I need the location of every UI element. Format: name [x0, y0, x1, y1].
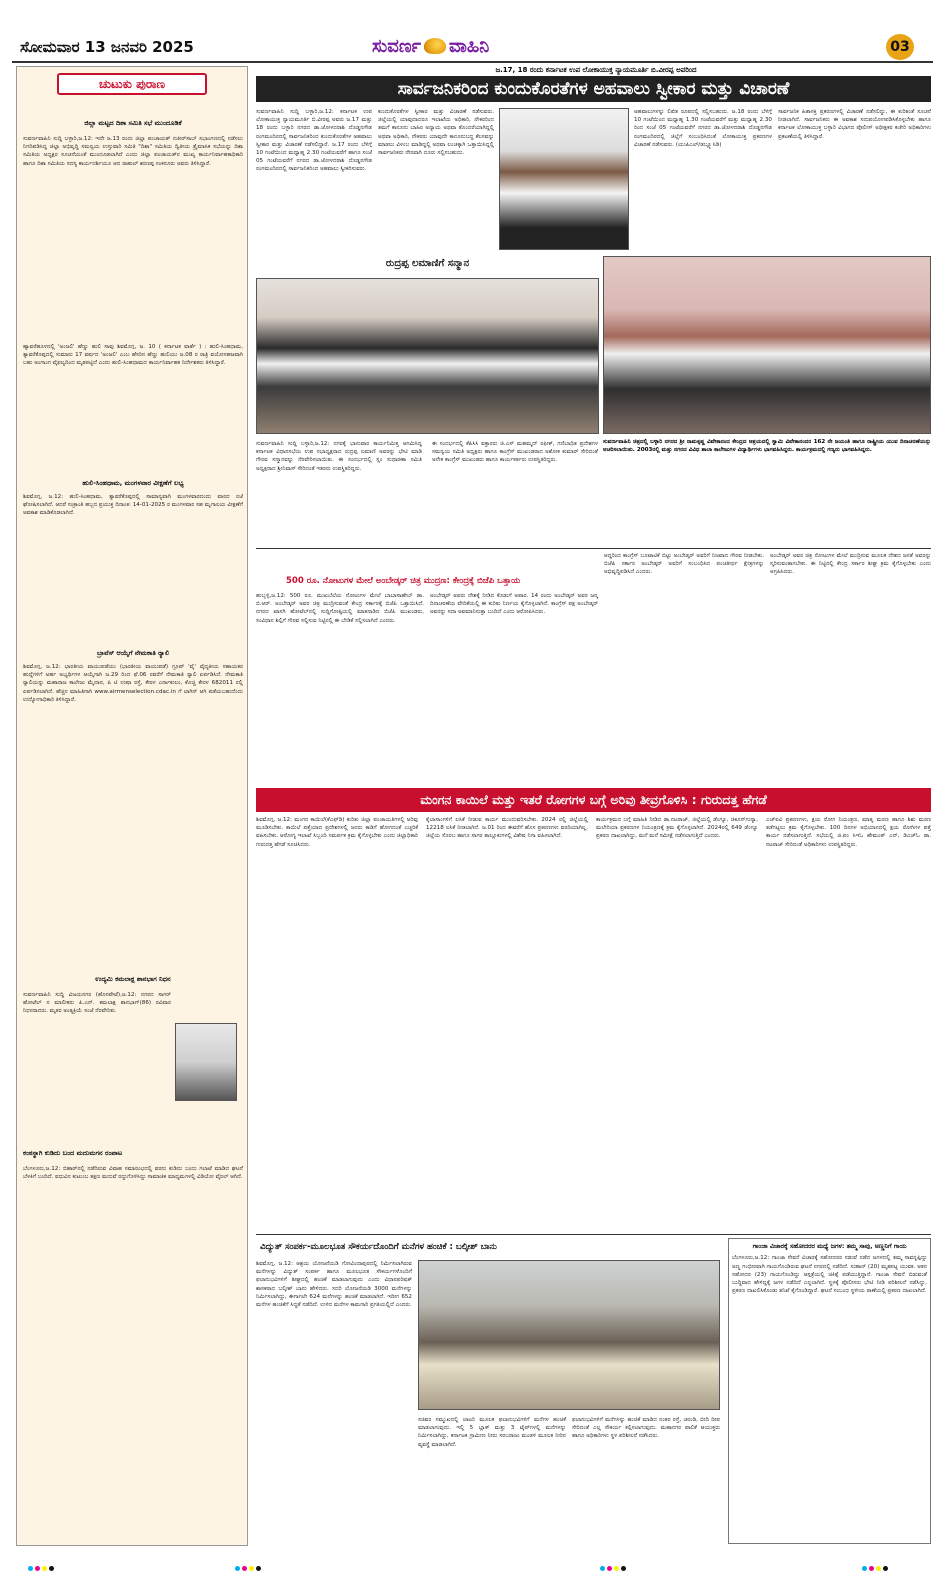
health-body-col-4: ಎಚ್‌ಐವಿ ಪ್ರಕರಣಗಳು, ಕ್ಷಯ ರೋಗ ನಿಯಂತ್ರಣ, ಮಾತೃ ಮರಣ ಹಾಗೂ ಶಿಶು ಮರಣ ತಡೆಗಟ್ಟಲು ಕ್ರಮ ಕೈಗೊಳ್ಳಬೇಕು. 100 ದಿನಗಳ ಅಭಿಯಾನದಲ್ಲಿ ಕ್ಷಯ ರೋಗಿಗಳ ಪತ್ತೆ ಕಾರ್ಯ ನಡೆಸಲಾಗುತ್ತಿದೆ. ಸಭೆಯಲ್ಲಿ ಜಿ.ಪಂ ಸಿಇಓ ಹೇಮಂತ್ ಎನ್, ಡಿಎಚ್‌ಓ ಡಾ. ನಟರಾಜ್ ಸೇರಿದಂತೆ ಅಧಿಕಾರಿಗಳು ಉಪಸ್ಥಿತರಿದ್ದರು.	[766, 817, 931, 848]
housing-story	[256, 1238, 722, 1544]
lead-body-col-4: ಸಾರ್ವಜನಿಕ ಹಿತಾಸಕ್ತಿ ಪ್ರಕರಣಗಳಲ್ಲಿ ವಿಚಾರಣೆ ನಡೆಸಲಿದ್ದು, ಈ ಕುರಿತಂತೆ ಸೂಚನೆ ನೀಡಲಾಗಿದೆ. ಸಾರ್ವಜನಿಕರು ಈ ಅವಕಾಶ ಸದುಪಯೋಗಪಡಿಸಿಕೊಳ್ಳಬೇಕು ಹಾಗೂ ಕರ್ನಾಟಕ ಲೋಕಾಯುಕ್ತ ಬಳ್ಳಾರಿ ವಿಭಾಗದ ಪೊಲೀಸ್ ಅಧೀಕ್ಷಕರ ಕಚೇರಿ ಅಧಿಕಾರಿಗಳು ಪ್ರಕಟಣೆಯಲ್ಲಿ ತಿಳಿಸಿದ್ದಾರೆ.	[778, 109, 931, 140]
event-photo-caption: ಸುವರ್ಣವಾಹಿನಿ ಚಿತ್ರದಲ್ಲಿ ಬಳ್ಳಾರಿ ನಗರದ ಶ್ರೀ ರಾಮಕೃಷ್ಣ ವಿವೇಕಾನಂದ ಕೇಂದ್ರದ ಆಶ್ರಯದಲ್ಲಿ ಸ್ವಾಮಿ ವಿವೇಕಾನಂದರ 162 ನೇ ಜಯಂತಿ ಹಾಗೂ ರಾಷ್ಟ್ರೀಯ ಯುವ ದಿನಾಚರಣೆಯನ್ನು ಆಚರಿಸಲಾಯಿತು. 2003ರಲ್ಲಿ ಮತ್ತು ನಗರದ ವಿವಿಧ ಶಾಲಾ ಕಾಲೇಜುಗಳ ವಿದ್ಯಾರ್ಥಿಗಳು ಭಾಗವಹಿಸಿದ್ದರು. ಕಾರ್ಯಕ್ರಮದಲ್ಲಿ ಗಣ್ಯರು ಭಾಗವಹಿಸಿದ್ದರು.	[603, 439, 931, 453]
housing-body-col-1: ಶಿವಮೊಗ್ಗ, ಜ.12: ಆಶ್ರಯ ಯೋಜನೆಯಡಿ ಗೋವಿಂದಾಪುರದಲ್ಲಿ ನಿರ್ಮಿಸಲಾಗಿರುವ ಮನೆಗಳನ್ನು ವಿದ್ಯುತ್ ಸಂಪರ್ಕ ಹಾಗೂ ಮೂಲಭೂತ ಸೌಕರ್ಯಗಳೊಂದಿಗೆ ಫಲಾನುಭವಿಗಳಿಗೆ ಶೀಘ್ರದಲ್ಲಿ ಹಂಚಿಕೆ ಮಾಡಲಾಗುವುದು ಎಂದು ವಿಧಾನಪರಿಷತ್ ಶಾಸಕರಾದ ಬಲ್ಕೀಶ್ ಬಾನು ಹೇಳಿದರು. ಸದರಿ ಯೋಜನೆಯಡಿ 3000 ಮನೆಗಳನ್ನು ನಿರ್ಮಿಸಲಾಗಿದ್ದು, ಈಗಾಗಲೇ 624 ಮನೆಗಳನ್ನು ಹಂಚಿಕೆ ಮಾಡಲಾಗಿದೆ. ಇದೀಗ 652 ಮನೆಗಳ ಹಂಚಿಕೆಗೆ ಸಿದ್ಧತೆ ನಡೆದಿದೆ. ಉಳಿದ ಮನೆಗಳ ಕಾಮಗಾರಿ ಪ್ರಗತಿಯಲ್ಲಿದೆ ಎಂದರು.	[256, 1261, 412, 1309]
obituary-portrait	[175, 1023, 237, 1101]
cyan-dot	[600, 1566, 605, 1571]
lead-body-col-3: ಅಹವಾಲುಗಳನ್ನು ಲಿಖಿತ ರೂಪದಲ್ಲಿ ಸಲ್ಲಿಸಬಹುದು. ಜ.18 ರಂದು ಬೆಳಿಗ್ಗೆ 10 ಗಂಟೆಯಿಂದ ಮಧ್ಯಾಹ್ನ 1.30 ಗಂಟೆಯವರೆಗೆ ಮತ್ತು ಮಧ್ಯಾಹ್ನ 2.30 ರಿಂದ ಸಂಜೆ 05 ಗಂಟೆಯವರೆಗೆ ನಗರದ ಡಾ.ಜೋಳದರಾಶಿ ದೊಡ್ಡನಗೌಡ ರಂಗಮಂದಿರದಲ್ಲಿ ಜಿಲ್ಲೆಗೆ ಸಂಬಂಧಿಸಿದಂತೆ ಲೋಕಾಯುಕ್ತ ಪ್ರಕರಣಗಳ ವಿಚಾರಣೆ ನಡೆಸುವರು. (ಯುಪಿಎಲ್/ಡಬ್ಲ್ಯೂಸಿಡಿ)	[634, 109, 772, 148]
lead-body-col-2: ಕುಂದುಕೊರತೆಗಳ ಸ್ವೀಕಾರ ಮತ್ತು ವಿಚಾರಣೆ ನಡೆಸುವರು. ಜಿಲ್ಲೆಯಲ್ಲಿ ಯಾವುದಾದರೂ ಇಲಾಖೆಯ ಅಧಿಕಾರಿ, ನೌಕರರಿಂದ ತಮಗೆ ಕಾನೂನು ಬಾಹಿರ ಅನ್ಯಾಯ ಅಥವಾ ತೊಂದರೆಯಾಗಿದ್ದಲ್ಲಿ ಅಥವಾ ಅಧಿಕಾರಿ, ನೌಕರರು ಯಾವುದೇ ಕಾನೂನುಬದ್ಧ ಕೆಲಸವನ್ನು ಮಾಡಲು ವಿಳಂಬ ಮಾಡಿದ್ದಲ್ಲಿ ಅಥವಾ ಲಂಚಕ್ಕಾಗಿ ಒತ್ತಾಯಿಸಿದ್ದಲ್ಲಿ ಸಾರ್ವಜನಿಕರು ನೇರವಾಗಿ ದೂರು ಸಲ್ಲಿಸಬಹುದು.	[378, 109, 494, 157]
cyan-dot	[862, 1566, 867, 1571]
magenta-dot	[35, 1566, 40, 1571]
felicitation-story	[256, 256, 599, 546]
bjp-story	[256, 552, 931, 784]
masthead	[372, 34, 489, 58]
sidebar-title: ಚುಟುಕು ಪುರಾಣ	[99, 76, 165, 91]
mid-rule-1	[256, 548, 931, 549]
bjp-body-col-2: ಅಂಬೇಡ್ಕರ್ ಅವರು ದೇಶಕ್ಕೆ ನೀಡಿದ ಕೊಡುಗೆ ಅಪಾರ. 14 ರಂದು ಅಂಬೇಡ್ಕರ್ ಅವರ ಜನ್ಮ ದಿನಾಚರಣೆಯ ವೇದಿಕೆಯಲ್ಲಿ ಈ ಕುರಿತು ನಿರ್ಣಯ ಕೈಗೊಳ್ಳಲಾಗಿದೆ. ಕಾಂಗ್ರೆಸ್ ಪಕ್ಷ ಅಂಬೇಡ್ಕರ್ ಅವರನ್ನು ಸದಾ ಅವಮಾನಿಸುತ್ತಾ ಬಂದಿದೆ ಎಂದು ಆರೋಪಿಸಿದರು.	[430, 593, 598, 616]
issue-date: ಸೋಮವಾರ 13 ಜನವರಿ 2025	[20, 38, 194, 56]
health-headline-bar	[256, 788, 931, 812]
health-story	[256, 816, 931, 1232]
sidebar-story-4-body: ಶಿವಮೊಗ್ಗ, ಜ.12: ಭಾರತೀಯ ವಾಯುಪಡೆಯು (ಭಾರತೀಯ ವಾಯುಪಡೆ) ಗ್ರೂಪ್ 'ವೈ' ವೈದ್ಯಕೀಯ ಸಹಾಯಕರ ಹುದ್ದೆಗಳಿಗೆ ಅರ್ಹ ಅಭ್ಯರ್ಥಿಗಳ ಆಯ್ಕೆಗಾಗಿ ಜ.29 ರಿಂದ ಫೆ.06 ರವರೆಗೆ ನೇಮಕಾತಿ ರ್‍ಯಾಲಿ ಏರ್ಪಡಿಸಿದೆ. ನೇಮಕಾತಿ ರ್‍ಯಾಲಿಯನ್ನು ಮಹಾರಾಜ ಕಾಲೇಜು ಮೈದಾನ, ಪಿ ಟಿ ಉಷಾ ರಸ್ತೆ, ಕೇರಳ ಎರ್ನಾಕುಲಂ, ಕೊಚ್ಚಿ ಕೇರಳ 682011 ರಲ್ಲಿ ಏರ್ಪಡಿಸಲಾಗಿದೆ. ಹೆಚ್ಚಿನ ಮಾಹಿತಿಗಾಗಿ www.airmenselection.cdac.in ಗೆ ಲಾಗಿನ್ ಆಗಿ ಪಡೆಯಬಹುದೆಂದು ಉದ್ಯೋಗಾಧಿಕಾರಿ ತಿಳಿಸಿದ್ದಾರೆ.	[23, 664, 243, 703]
masthead-right: ವಾಹಿನಿ	[448, 35, 490, 57]
yellow-dot	[42, 1566, 47, 1571]
housing-photo	[418, 1260, 720, 1410]
health-headline: ಮಂಗನ ಕಾಯಿಲೆ ಮತ್ತು ಇತರೆ ರೋಗಗಳ ಬಗ್ಗೆ ಅರಿವು ತೀವ್ರಗೊಳಿಸಿ : ಗುರುದತ್ತ ಹೆಗಡೆ	[420, 792, 767, 807]
sidebar-story-6-headline: ಕಂಠಸ್ಥಾಗಿ ಕುಡಿದು ಬಂದ ಮದುಮಗನ ರಂಪಾಟ	[23, 1149, 123, 1157]
sidebar-story-4-headline: ಬ್ರಾವೆಸ್ ಆಯ್ಕೆಗೆ ನೇಮಕಾತಿ ರ್‍ಯಾಲಿ	[96, 649, 170, 657]
footer-marks-mid-left	[235, 1556, 263, 1574]
lead-headline-bar	[256, 76, 931, 102]
sidebar-story-5-headline: ಉದ್ಯಮಿ ಕಮಲಾಕ್ಷ ಶಾನಭಾಗ ನಿಧನ	[95, 975, 171, 983]
magenta-dot	[607, 1566, 612, 1571]
sidebar-story-2-body: ಹ್ಯಾವರೆಹೂಳದಲ್ಲಿ 'ಅಂಜಲಿ' ಹೆಣ್ಣು ಹುಲಿ ಸಾವು ಶಿವಮೊಗ್ಗ, ಜ. 10 ( ಕರ್ನಾಟಕ ವಾರ್ತೆ ) : ಹುಲಿ-ಸಿಂಹಧಾಮ, ತ್ಯಾವರೆಕೊಪ್ಪದಲ್ಲಿ ಸುಮಾರು 17 ವರ್ಷದ 'ಅಂಜಲಿ' ಎಂಬ ಹೆಸರಿನ ಹೆಣ್ಣು ಹುಲಿಯು ಜ.08 ರ ರಾತ್ರಿ ವಯೋಸಹಜವಾಗಿ ಬಹು ಅಂಗಾಂಗ ವೈಫಲ್ಯದಿಂದ ಮೃತಪಟ್ಟಿದೆ ಎಂದು ಹುಲಿ-ಸಿಂಹಧಾಮದ ಕಾರ್ಯನಿರ್ವಾಹಕ ನಿರ್ದೇಶಕರು ತಿಳಿಸಿದ್ದಾರೆ.	[23, 344, 243, 367]
housing-headline: ವಿದ್ಯುತ್ ಸಂಪರ್ಕ-ಮೂಲಭೂತ ಸೌಕರ್ಯದೊಂದಿಗೆ ಮನೆಗಳ ಹಂಚಿಕೆ : ಬಲ್ಕೀಶ್ ಬಾನು	[260, 1242, 497, 1252]
sidebar-story-5-body: ಸುವರ್ಣವಾಹಿನಿ ಸುದ್ದಿ ವಿಜಯನಗರ (ಹೊಸಪೇಟೆ),ಜ.12: ನಗರದ ಸಾಗರ್ ಹೋಟೆಲ್ ನ ಮಾಲೀಕರು ಪಿ.ಎನ್. ಕಮಲಾಕ್ಷ ಶಾನಭಾಗ್(86) ರವಿವಾರ ನಿಧನರಾದರು. ಮೃತರ ಅಂತ್ಯಕ್ರಿಯೆ ಸಂಜೆ ನೆರವೇರಿತು.	[23, 992, 171, 1015]
sidebar-story-1-headline: ಜಿಲ್ಲಾ ಮಟ್ಟದ ದಿಶಾ ಸಮಿತಿ ಸಭೆ ಮುಂದೂಡಿಕೆ	[84, 119, 182, 127]
housing-body-col-3: ಸಚಿವರ ಸಮ್ಮುಖದಲ್ಲಿ ಲಾಟರಿ ಮೂಲಕ ಫಲಾನುಭವಿಗಳಿಗೆ ಮನೆಗಳ ಹಂಚಿಕೆ ಮಾಡಲಾಗುವುದು. ಇಲ್ಲಿ 5 ಬ್ಲಾಕ್ ಮತ್ತು 3 ಟೈಪ್‌ಗಳಲ್ಲಿ ಮನೆಗಳನ್ನು ನಿರ್ಮಿಸಲಾಗಿದ್ದು, ಕರ್ನಾಟಕ ಗ್ರಾಮೀಣ ನೀರು ಸರಬರಾಜು ಮಂಡಳಿ ಮೂಲಕ ನೀರಿನ ವ್ಯವಸ್ಥೆ ಮಾಡಲಾಗಿದೆ.	[418, 1417, 566, 1448]
mid-rule-2	[256, 1234, 931, 1235]
sidebar-story-3-headline: ಹುಲಿ-ಸಿಂಹಧಾಮ, ಮಂಗಳವಾರ ವೀಕ್ಷಣೆಗೆ ಲಭ್ಯ	[82, 479, 184, 487]
sidebar-story-1-body: ಸುವರ್ಣವಾಹಿನಿ ಸುದ್ದಿ ಬಳ್ಳಾರಿ,ಜ.12: ಇದೇ ಜ.13 ರಂದು ಜಿಲ್ಲಾ ಪಂಚಾಯತ್ ನಜೀರ್‌ಸಾಬ್ ಸಭಾಂಗಣದಲ್ಲಿ ನಡೆಸಲು ನಿಗದಿಪಡಿಸಿದ್ದ ಜಿಲ್ಲಾ ಅಭಿವೃದ್ಧಿ ಸಮನ್ವಯ ಉಸ್ತುವಾರಿ ಸಮಿತಿ "ದಿಶಾ" ಸಮಿತಿಯ ದ್ವಿತೀಯ ತ್ರೈಮಾಸಿಕ ಸಭೆಯನ್ನು ದಿಶಾ ಸಮಿತಿಯ ಅಧ್ಯಕ್ಷರ ಸೂಚನೆಯಂತೆ ಮುಂದೂಡಲಾಗಿದೆ ಎಂದು ಜಿಲ್ಲಾ ಪಂಚಾಯತ್‌ನ ಮುಖ್ಯ ಕಾರ್ಯನಿರ್ವಾಹಕಾಧಿಕಾರಿ ಹಾಗೂ ದಿಶಾ ಸಮಿತಿಯ ಸದಸ್ಯ ಕಾರ್ಯದರ್ಶಿಯೂ ಆದ ರಾಹುಲ್ ಶರಣಪ್ಪ ಸಂಕನೂರು ಅವರು ತಿಳಿಸಿದ್ದಾರೆ.	[23, 136, 243, 167]
masthead-left: ಸುವರ್ಣ	[372, 35, 421, 57]
header-rule	[12, 61, 933, 63]
yellow-dot	[614, 1566, 619, 1571]
felicitation-headline: ರುದ್ರಪ್ಪ ಲಮಾಣಿಗೆ ಸನ್ಮಾನ	[385, 258, 470, 269]
sidebar-title-box	[57, 73, 207, 95]
health-body-col-1: ಶಿವಮೊಗ್ಗ, ಜ.12: ಮಂಗನ ಕಾಯಿಲೆ(ಕೆಎಫ್‌ಡಿ) ಕುರಿತು ಜಿಲ್ಲಾ ಪಂಚಾಯತಿಗಳಲ್ಲಿ ಅರಿವು ಮೂಡಿಸಬೇಕು. ಕಾಯಿಲೆ ಪತ್ತೆಯಾದ ಪ್ರದೇಶಗಳಲ್ಲಿ ಜನರು ಕಾಡಿಗೆ ಹೋಗದಂತೆ ಎಚ್ಚರಿಕೆ ವಹಿಸಬೇಕು. ಆರೋಗ್ಯ ಇಲಾಖೆ ಸಿಬ್ಬಂದಿ ಸಮರ್ಪಕ ಕ್ರಮ ಕೈಗೊಳ್ಳಬೇಕು ಎಂದು ಜಿಲ್ಲಾಧಿಕಾರಿ ಗುರುದತ್ತ ಹೆಗಡೆ ಸೂಚಿಸಿದರು.	[256, 817, 418, 848]
lead-headline: ಸಾರ್ವಜನಿಕರಿಂದ ಕುಂದುಕೊರತೆಗಳ ಅಹವಾಲು ಸ್ವೀಕಾರ ಮತ್ತು ವಿಚಾರಣೆ	[397, 79, 790, 99]
lead-story	[256, 66, 931, 252]
health-body-col-2: ಕೈಲಾಸಾಂಗಳಿಗೆ ಲಸಿಕೆ ನೀಡುವ ಕಾರ್ಯ ಮುಂದುವರಿಸಬೇಕು. 2024 ರಲ್ಲಿ ಜಿಲ್ಲೆಯಲ್ಲಿ 12218 ಲಸಿಕೆ ನೀಡಲಾಗಿದೆ. ಜ.01 ರಿಂದ ಈವರೆಗೆ ಹೊಸ ಪ್ರಕರಣಗಳು ವರದಿಯಾಗಿಲ್ಲ. ಜಿಲ್ಲೆಯ ಸೊರಬ ಹಾಗೂ ಸಾಗರ ತಾಲ್ಲೂಕುಗಳಲ್ಲಿ ವಿಶೇಷ ನಿಗಾ ವಹಿಸಲಾಗಿದೆ.	[426, 817, 588, 840]
cyan-dot	[28, 1566, 33, 1571]
ganja-body: ಬೆಂಗಳೂರು,ಜ.12: ಗಾಂಜಾ ಸೇವನೆ ವಿಚಾರಕ್ಕೆ ಸಹೋದರರ ನಡುವೆ ನಡೆದ ಜಗಳದಲ್ಲಿ ತಮ್ಮ ಸಾವನ್ನಪ್ಪಿದ್ದು ಅಣ್ಣ ಗಂಭೀರವಾಗಿ ಗಾಯಗೊಂಡಿರುವ ಘಟನೆ ನಗರದಲ್ಲಿ ನಡೆದಿದೆ. ಸುಹಾನ್ (20) ಮೃತಪಟ್ಟ ಯುವಕ. ಆತನ ಸಹೋದರ (23) ಗಾಯಗೊಂಡಿದ್ದು ಆಸ್ಪತ್ರೆಯಲ್ಲಿ ಚಿಕಿತ್ಸೆ ಪಡೆಯುತ್ತಿದ್ದಾನೆ. ಗಾಂಜಾ ಸೇವನೆ ಬಿಡುವಂತೆ ಬುದ್ಧಿವಾದ ಹೇಳಿದ್ದಕ್ಕೆ ಜಗಳ ನಡೆದಿದೆ ಎನ್ನಲಾಗಿದೆ. ಸ್ಥಳಕ್ಕೆ ಪೊಲೀಸರು ಭೇಟಿ ನೀಡಿ ಪರಿಶೀಲನೆ ನಡೆಸಿದ್ದು, ಪ್ರಕರಣ ದಾಖಲಿಸಿಕೊಂಡು ತನಿಖೆ ಕೈಗೊಂಡಿದ್ದಾರೆ. ಘಟನೆ ಸಂಬಂಧ ಸ್ಥಳೀಯ ಠಾಣೆಯಲ್ಲಿ ಪ್ರಕರಣ ದಾಖಲಾಗಿದೆ.	[732, 1255, 927, 1295]
magenta-dot	[242, 1566, 247, 1571]
felicitation-body-col-1: ಸುವರ್ಣವಾಹಿನಿ ಸುದ್ದಿ ಬಳ್ಳಾರಿ,ಜ.12: ನಗರಕ್ಕೆ ಭಾನುವಾರ ಕಾರ್ಯನಿಮಿತ್ತ ಆಗಮಿಸಿದ್ದ ಕರ್ನಾಟಕ ವಿಧಾನಸಭೆಯ ಉಪ ಸಭಾಧ್ಯಕ್ಷರಾದ ರುದ್ರಪ್ಪ ಲಮಾಣಿ ಅವರನ್ನು ಭೇಟಿ ಮಾಡಿ ಗೌರವ ಸನ್ಮಾನವನ್ನು ನೆರವೇರಿಸಲಾಯಿತು. ಈ ಸಂದರ್ಭದಲ್ಲಿ ಸ್ಲಂ ಸುಧಾರಣಾ ಸಮಿತಿ ಅಧ್ಯಕ್ಷರಾದ ಶ್ರೀನಿವಾಸ್ ಸೇರಿದಂತೆ ಇತರರು ಉಪಸ್ಥಿತರಿದ್ದರು.	[256, 441, 422, 472]
felicitation-photo	[256, 278, 599, 434]
page-number: 03	[890, 39, 910, 55]
event-photo	[603, 256, 931, 434]
black-dot	[49, 1566, 54, 1571]
sidebar-story-6-body: ಬೆಂಗಳೂರು,ಜ.12: ಬಿಹಾರ್‌ನಲ್ಲಿ ನಡೆದಿರುವ ವಿವಾಹ ಸಮಾರಂಭದಲ್ಲಿ ವರನು ಕುಡಿದು ಬಂದು ಗಲಾಟೆ ಮಾಡಿದ ಘಟನೆ ಬೆಳಕಿಗೆ ಬಂದಿದೆ. ವಧುವಿನ ಕುಟುಂಬ ತಕ್ಷಣ ಮದುವೆ ರದ್ದುಗೊಳಿಸಿದ್ದು ಸಾಮಾಜಿಕ ಮಾಧ್ಯಮಗಳಲ್ಲಿ ವಿಡಿಯೋ ವೈರಲ್ ಆಗಿದೆ.	[23, 1166, 243, 1181]
lead-body-col-1: ಸುವರ್ಣವಾಹಿನಿ ಸುದ್ದಿ ಬಳ್ಳಾರಿ,ಜ.12: ಕರ್ನಾಟಕ ಉಪ ಲೋಕಾಯುಕ್ತ ನ್ಯಾಯಮೂರ್ತಿ ಬಿ.ವೀರಪ್ಪ ಅವರು ಜ.17 ಮತ್ತು 18 ರಂದು ಬಳ್ಳಾರಿ ನಗರದ ಡಾ.ಜೋಳದರಾಶಿ ದೊಡ್ಡನಗೌಡ ರಂಗಮಂದಿರದಲ್ಲಿ ಸಾರ್ವಜನಿಕರಿಂದ ಕುಂದುಕೊರತೆಗಳ ಅಹವಾಲು ಸ್ವೀಕಾರ ಮತ್ತು ವಿಚಾರಣೆ ನಡೆಸಲಿದ್ದಾರೆ. ಜ.17 ರಂದು ಬೆಳಿಗ್ಗೆ 10 ಗಂಟೆಯಿಂದ ಮಧ್ಯಾಹ್ನ 2.30 ಗಂಟೆಯವರೆಗೆ ಹಾಗೂ ಸಂಜೆ 05 ಗಂಟೆಯವರೆಗೆ ನಗರದ ಡಾ.ಜೋಳದರಾಶಿ ದೊಡ್ಡನಗೌಡ ರಂಗಮಂದಿರದಲ್ಲಿ ಸಾರ್ವಜನಿಕರಿಂದ ಅಹವಾಲು ಸ್ವೀಕರಿಸುವರು.	[256, 109, 372, 173]
lead-portrait-photo	[499, 108, 629, 250]
health-body-col-3: ಕಾರ್ಯಕ್ರಮದ ಬಗ್ಗೆ ಮಾಹಿತಿ ನೀಡಿದ ಡಾ.ನಟರಾಜ್, ಜಿಲ್ಲೆಯಲ್ಲಿ ಡೆಂಗ್ಯೂ, ಚಿಕೂನ್‌ಗುನ್ಯಾ, ಮಲೇರಿಯಾ ಪ್ರಕರಣಗಳ ನಿಯಂತ್ರಣಕ್ಕೆ ಕ್ರಮ ಕೈಗೊಳ್ಳಲಾಗಿದೆ. 2024ರಲ್ಲಿ 649 ಡೆಂಗ್ಯೂ ಪ್ರಕರಣ ದಾಖಲಾಗಿದ್ದು, ಮನೆ ಮನೆ ಸಮೀಕ್ಷೆ ನಡೆಸಲಾಗುತ್ತಿದೆ ಎಂದರು.	[596, 817, 758, 840]
masthead-lamp-icon	[424, 38, 446, 54]
cyan-dot	[235, 1566, 240, 1571]
page-number-badge	[886, 34, 914, 60]
ganja-headline: ಗಾಂಜಾ ವಿಚಾರಕ್ಕೆ ಸಹೋದರರ ಮಧ್ಯೆ ಜಗಳ: ತಮ್ಮ ಸಾವು, ಅಣ್ಣನಿಗೆ ಗಾಯ	[752, 1242, 907, 1250]
black-dot	[883, 1566, 888, 1571]
bjp-body-col-1: ಹುಬ್ಬಳ್ಳಿ,ಜ.12: 500 ರೂ. ಮುಖಬೆಲೆಯ ನೋಟುಗಳ ಮೇಲೆ ಬಾಬಾಸಾಹೇಬ್ ಡಾ. ಬಿ.ಆರ್. ಅಂಬೇಡ್ಕರ್ ಅವರ ಚಿತ್ರ ಮುದ್ರಿಸುವಂತೆ ಕೇಂದ್ರ ಸರ್ಕಾರಕ್ಕೆ ಬಿಜೆಪಿ ಒತ್ತಾಯಿಸಿದೆ. ನಗರದ ಖಾಸಗಿ ಹೋಟೆಲ್‌ನಲ್ಲಿ ಸುದ್ದಿಗೋಷ್ಠಿಯಲ್ಲಿ ಮಾತನಾಡಿದ ಬಿಜೆಪಿ ಮುಖಂಡರು, ಸಂವಿಧಾನ ಶಿಲ್ಪಿಗೆ ಗೌರವ ಸಲ್ಲಿಸುವ ನಿಟ್ಟಿನಲ್ಲಿ ಈ ಬೇಡಿಕೆ ಸಲ್ಲಿಸಲಾಗಿದೆ ಎಂದರು.	[256, 593, 424, 624]
event-photo-story	[603, 256, 931, 546]
lead-kicker: ಜ.17, 18 ರಂದು ಕರ್ನಾಟಕ ಉಪ ಲೋಕಾಯುಕ್ತ ನ್ಯಾಯಮೂರ್ತಿ ಬಿ.ವೀರಪ್ಪ ಅವರಿಂದ	[495, 66, 697, 74]
sidebar	[16, 66, 248, 1546]
housing-body-col-4: ಫಲಾನುಭವಿಗಳಿಗೆ ಮನೆಗಳನ್ನು ಹಂಚಿಕೆ ಮಾಡಿದ ನಂತರ ರಸ್ತೆ, ಚರಂಡಿ, ಬೀದಿ ದೀಪ ಸೇರಿದಂತೆ ಎಲ್ಲ ಸೌಕರ್ಯ ಕಲ್ಪಿಸಲಾಗುವುದು. ಮಹಾನಗರ ಪಾಲಿಕೆ ಆಯುಕ್ತರು ಹಾಗೂ ಅಧಿಕಾರಿಗಳು ಸ್ಥಳ ಪರಿಶೀಲನೆ ನಡೆಸಿದರು.	[572, 1417, 720, 1440]
magenta-dot	[869, 1566, 874, 1571]
felicitation-body-col-2: ಈ ಸಂದರ್ಭದಲ್ಲಿ ಕೆಪಿಸಿಸಿ ವಕ್ತಾರರು ಜಿ.ಎಸ್ ಮಹಮ್ಮದ್ ರಫೀಕ್, ಗಣಿಬಾಧಿತ ಪ್ರದೇಶಗಳ ಸಮನ್ವಯ ಸಮಿತಿ ಅಧ್ಯಕ್ಷರು ಹಾಗೂ ಕಾಂಗ್ರೆಸ್ ಮುಖಂಡರಾದ ಅಶೋಕ ಕುಮಾರ್ ಸೇರಿದಂತೆ ಅನೇಕ ಕಾಂಗ್ರೆಸ್ ಮುಖಂಡರು ಹಾಗೂ ಕಾರ್ಯಕರ್ತರು ಉಪಸ್ಥಿತರಿದ್ದರು.	[432, 441, 598, 464]
page-header	[0, 0, 945, 62]
bjp-body-col-4: ಅಂಬೇಡ್ಕರ್ ಅವರ ಚಿತ್ರ ನೋಟುಗಳ ಮೇಲೆ ಮುದ್ರಿಸುವ ಮೂಲಕ ದೇಶದ ಜನತೆ ಅವರನ್ನು ಸ್ಮರಿಸುವಂತಾಗಬೇಕು. ಈ ನಿಟ್ಟಿನಲ್ಲಿ ಕೇಂದ್ರ ಸರ್ಕಾರ ಶೀಘ್ರ ಕ್ರಮ ಕೈಗೊಳ್ಳಬೇಕು ಎಂದು ಆಗ್ರಹಿಸಿದರು.	[770, 553, 931, 576]
yellow-dot	[876, 1566, 881, 1571]
bjp-headline: 500 ರೂ. ನೋಟುಗಳ ಮೇಲೆ ಅಂಬೇಡ್ಕರ್ ಚಿತ್ರ ಮುದ್ರಣ: ಕೇಂದ್ರಕ್ಕೆ ಬಿಜೆಪಿ ಒತ್ತಾಯ	[286, 576, 521, 586]
ganja-story	[728, 1238, 931, 1544]
black-dot	[621, 1566, 626, 1571]
yellow-dot	[249, 1566, 254, 1571]
black-dot	[256, 1566, 261, 1571]
bjp-body-col-3: ಆದ್ದರಿಂದ ಕಾಂಗ್ರೆಸ್ ಬೂಟಾಟಿಕೆ ಬಿಟ್ಟು ಅಂಬೇಡ್ಕರ್ ಅವರಿಗೆ ನಿಜವಾದ ಗೌರವ ನೀಡಬೇಕು. ಬಿಜೆಪಿ ಸರ್ಕಾರ ಅಂಬೇಡ್ಕರ್ ಅವರಿಗೆ ಸಂಬಂಧಿಸಿದ ಪಂಚತೀರ್ಥ ಕ್ಷೇತ್ರಗಳನ್ನು ಅಭಿವೃದ್ಧಿಪಡಿಸಿದೆ ಎಂದರು.	[604, 553, 764, 576]
footer-marks-left	[28, 1556, 56, 1574]
sidebar-story-3-body: ಶಿವಮೊಗ್ಗ, ಜ.12: ಹುಲಿ-ಸಿಂಹಧಾಮ, ತ್ಯಾವರೆಕೊಪ್ಪದಲ್ಲಿ ಸಾಮಾನ್ಯವಾಗಿ ಮಂಗಳವಾರದಂದು ವಾರದ ರಜೆ ಘೋಷಿಸಲಾಗಿದೆ. ಆದರೆ ಸಂಕ್ರಾಂತಿ ಹಬ್ಬದ ಪ್ರಯುಕ್ತ ದಿನಾಂಕ: 14-01-2025 ರ ಮಂಗಳವಾರ ಸಹ ಮೃಗಾಲಯ ವೀಕ್ಷಣೆಗೆ ಅವಕಾಶ ಮಾಡಿಕೊಡಲಾಗಿದೆ.	[23, 494, 243, 517]
footer-marks-right	[862, 1556, 890, 1574]
footer-marks-mid-right	[600, 1556, 628, 1574]
